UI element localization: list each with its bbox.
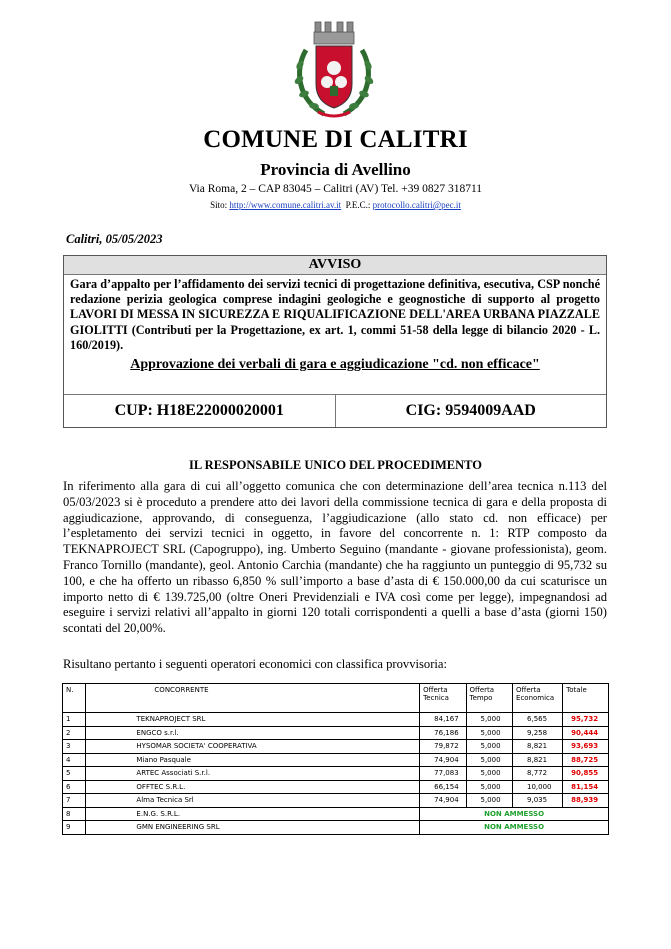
row-number: 3 xyxy=(63,740,86,754)
row-totale: 88,725 xyxy=(563,753,609,767)
row-status: NON AMMESSO xyxy=(420,807,609,821)
row-offerta-economica: 8,772 xyxy=(513,767,563,781)
row-concorrente: HYSOMAR SOCIETA' COOPERATIVA xyxy=(86,740,420,754)
province-name: Provincia di Avellino xyxy=(260,160,411,179)
row-number: 1 xyxy=(63,713,86,727)
table-row xyxy=(63,780,609,794)
row-offerta-tecnica: 77,083 xyxy=(420,767,466,781)
row-offerta-economica: 9,258 xyxy=(513,726,563,740)
address-line: Via Roma, 2 – CAP 83045 – Calitri (AV) Tel. +39 0827 318711 xyxy=(188,183,483,195)
row-offerta-tempo: 5,000 xyxy=(466,780,513,794)
row-totale: 95,732 xyxy=(563,713,609,727)
row-number: 4 xyxy=(63,753,86,767)
row-offerta-economica: 10,000 xyxy=(513,780,563,794)
coat-of-arms-icon xyxy=(284,10,384,125)
ranking-intro: Risultano pertanto i seguenti operatori economici con classifica provvisoria: xyxy=(63,657,447,671)
row-totale: 93,693 xyxy=(563,740,609,754)
avviso-heading: AVVISO xyxy=(64,256,606,275)
row-number: 9 xyxy=(63,821,86,835)
header-economica: Offerta Economica xyxy=(513,684,563,713)
row-number: 7 xyxy=(63,794,86,808)
row-offerta-tempo: 5,000 xyxy=(466,713,513,727)
row-concorrente: GMN ENGINEERING SRL xyxy=(86,821,420,835)
row-offerta-tempo: 5,000 xyxy=(466,740,513,754)
row-concorrente: Miano Pasquale xyxy=(86,753,420,767)
table-body xyxy=(63,713,609,835)
row-totale: 90,444 xyxy=(563,726,609,740)
header-n: N. xyxy=(63,684,86,713)
avviso-subtitle: Approvazione dei verbali di gara e aggiudicazione "cd. non efficace" xyxy=(130,357,540,373)
pec-label: P.E.C.: xyxy=(345,200,371,210)
cup-code: CUP: H18E22000020001 xyxy=(114,402,284,419)
header-concorrente: CONCORRENTE xyxy=(86,684,420,713)
row-number: 6 xyxy=(63,780,86,794)
row-totale: 88,939 xyxy=(563,794,609,808)
row-offerta-tecnica: 74,904 xyxy=(420,753,466,767)
header-tecnica: Offerta Tecnica xyxy=(420,684,466,713)
row-concorrente: ARTEC Associati S.r.l. xyxy=(86,767,420,781)
row-concorrente: OFFTEC S.R.L. xyxy=(86,780,420,794)
row-offerta-economica: 6,565 xyxy=(513,713,563,727)
codes-row xyxy=(64,394,606,427)
row-concorrente: TEKNAPROJECT SRL xyxy=(86,713,420,727)
row-offerta-tempo: 5,000 xyxy=(466,753,513,767)
row-offerta-economica: 8,821 xyxy=(513,740,563,754)
document-date: Calitri, 05/05/2023 xyxy=(66,232,163,246)
site-link[interactable]: http://www.comune.calitri.av.it xyxy=(229,200,342,210)
header-tempo: Offerta Tempo xyxy=(466,684,513,713)
row-offerta-tecnica: 74,904 xyxy=(420,794,466,808)
cig-code: CIG: 9594009AAD xyxy=(335,395,607,427)
table-header-row xyxy=(63,684,609,713)
rup-heading: IL RESPONSABILE UNICO DEL PROCEDIMENTO xyxy=(189,458,482,472)
site-label: Sito: xyxy=(210,200,228,210)
table-row-excluded xyxy=(63,821,609,835)
table-row xyxy=(63,753,609,767)
row-concorrente: E.N.G. S.R.L. xyxy=(86,807,420,821)
row-number: 5 xyxy=(63,767,86,781)
body-paragraph: In riferimento alla gara di cui all’oggetto comunica che con determinazione dell’area tecnica n.113 del 05/03/2023 si è proceduto a prendere atto dei lavori della commissione tecnica di gara e della proposta di aggiudicazione, approvando, di conseguenza, l’aggiudicazione (allo stato cd. non efficace) per l’espletamento dei servizi tecnici in oggetto, in favore del concorrente n. 1: RTP composto da TEKNAPROJECT SRL (Capogruppo), ing. Umberto Seguino (mandante - giovane professionista), geom. Franco Tornillo (mandante), geol. Antonio Carchia (mandante) che ha raggiunto un punteggio di 95,732 su 100, e che ha offerto un ribasso 6,850 % sull’importo a base d’asta di € 150.000,00 da cui scaturisce un importo netto di € 139.725,00 (oltre Oneri Previdenziali e IVA così come per legge), impegnandosi ad eseguire i servizi relativi all’appalto in giorni 120 totali corrispondenti a quelli a base d’asta (giorni 150) scontati del 20,00%. xyxy=(63,479,607,636)
table-row xyxy=(63,767,609,781)
row-offerta-tecnica: 66,154 xyxy=(420,780,466,794)
table-row-excluded xyxy=(63,807,609,821)
row-offerta-tempo: 5,000 xyxy=(466,726,513,740)
contact-line xyxy=(0,200,671,210)
table-row xyxy=(63,740,609,754)
municipality-title: COMUNE DI CALITRI xyxy=(203,126,468,153)
row-concorrente: Alma Tecnica Srl xyxy=(86,794,420,808)
row-concorrente: ENGCO s.r.l. xyxy=(86,726,420,740)
row-totale: 90,855 xyxy=(563,767,609,781)
table-row xyxy=(63,726,609,740)
row-offerta-economica: 8,821 xyxy=(513,753,563,767)
table-row xyxy=(63,794,609,808)
ranking-table xyxy=(62,683,609,835)
row-totale: 81,154 xyxy=(563,780,609,794)
header-totale: Totale xyxy=(563,684,609,713)
row-number: 2 xyxy=(63,726,86,740)
row-offerta-tecnica: 76,186 xyxy=(420,726,466,740)
avviso-box xyxy=(63,255,607,428)
row-offerta-tempo: 5,000 xyxy=(466,794,513,808)
row-offerta-tempo: 5,000 xyxy=(466,767,513,781)
table-row xyxy=(63,713,609,727)
row-status: NON AMMESSO xyxy=(420,821,609,835)
row-offerta-economica: 9,035 xyxy=(513,794,563,808)
pec-link[interactable]: protocollo.calitri@pec.it xyxy=(372,200,461,210)
row-number: 8 xyxy=(63,807,86,821)
avviso-body: Gara d’appalto per l’affidamento dei servizi tecnici di progettazione definitiva, esecutiva, CSP nonché redazione perizia geologica comprese indagini geologiche e geognostiche di supporto al progetto LAVORI DI MESSA IN SICUREZZA E RIQUALIFICAZIONE DELL'AREA URBANA PIAZZALE GIOLITTI (Contributi per la Progettazione, ex art. 1, commi 51-58 della legge di bilancio 2020 - L. 160/2019). xyxy=(70,277,600,352)
row-offerta-tecnica: 84,167 xyxy=(420,713,466,727)
row-offerta-tecnica: 79,872 xyxy=(420,740,466,754)
